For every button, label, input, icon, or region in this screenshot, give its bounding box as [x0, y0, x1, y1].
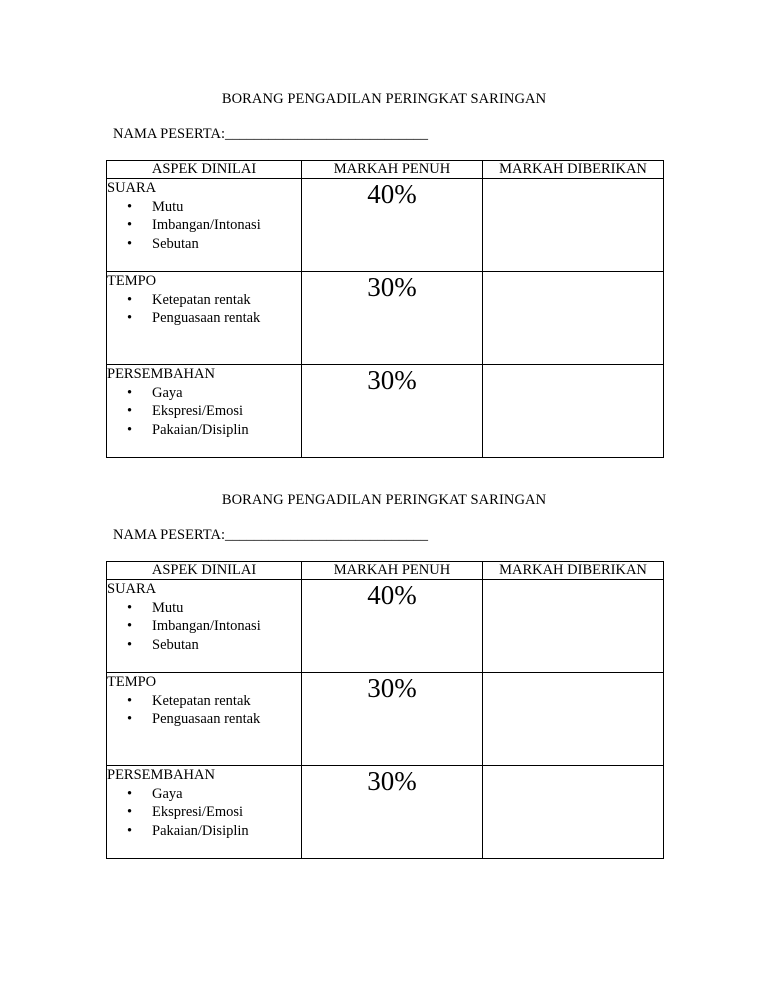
- given-mark-cell[interactable]: [483, 673, 664, 766]
- list-item: • Sebutan: [127, 235, 199, 252]
- list-item: • Gaya: [127, 384, 183, 401]
- bullet-icon: •: [127, 692, 133, 709]
- aspect-criteria-list: [107, 785, 301, 841]
- list-item: • Ekspresi/Emosi: [127, 804, 244, 820]
- bullet-icon: •: [127, 384, 133, 401]
- bullet-icon: •: [127, 310, 133, 326]
- header-aspect: ASPEK DINILAI: [107, 562, 302, 580]
- aspect-cell: [107, 766, 302, 859]
- full-mark-cell: [302, 673, 483, 766]
- list-item: • Ekspresi/Emosi: [127, 403, 244, 419]
- bullet-icon: •: [127, 235, 133, 252]
- full-mark-value: 40%: [367, 179, 417, 209]
- table-header-row: [107, 161, 664, 179]
- aspect-criteria-list: [107, 384, 301, 440]
- header-full-mark: MARKAH PENUH: [302, 161, 483, 179]
- bullet-icon: •: [127, 291, 133, 308]
- bullet-icon: •: [127, 217, 133, 233]
- aspect-name: PERSEMBAHAN: [107, 767, 215, 783]
- table-row: [107, 365, 664, 458]
- form-title: BORANG PENGADILAN PERINGKAT SARINGAN: [221, 91, 547, 107]
- list-item: • Ketepatan rentak: [127, 692, 251, 709]
- header-given-mark: MARKAH DIBERIKAN: [483, 562, 664, 580]
- header-given-mark: MARKAH DIBERIKAN: [483, 161, 664, 179]
- aspect-criteria-list: [107, 692, 301, 729]
- aspect-cell: [107, 272, 302, 365]
- bullet-icon: •: [127, 804, 133, 820]
- given-mark-cell[interactable]: [483, 272, 664, 365]
- full-mark-cell: [302, 365, 483, 458]
- list-item: • Imbangan/Intonasi: [127, 618, 261, 634]
- bullet-icon: •: [127, 599, 133, 616]
- aspect-cell: [107, 179, 302, 272]
- table-row: [107, 766, 664, 859]
- header-aspect: ASPEK DINILAI: [107, 161, 302, 179]
- given-mark-cell[interactable]: [483, 179, 664, 272]
- list-item: • Pakaian/Disiplin: [127, 421, 249, 438]
- form-title: BORANG PENGADILAN PERINGKAT SARINGAN: [221, 492, 547, 508]
- full-mark-value: 30%: [367, 766, 417, 796]
- given-mark-cell[interactable]: [483, 580, 664, 673]
- bullet-icon: •: [127, 403, 133, 419]
- score-table: [106, 561, 664, 859]
- list-item: • Ketepatan rentak: [127, 291, 251, 308]
- table-header-row: [107, 562, 664, 580]
- full-mark-cell: [302, 179, 483, 272]
- full-mark-cell: [302, 272, 483, 365]
- bullet-icon: •: [127, 421, 133, 438]
- aspect-cell: [107, 673, 302, 766]
- full-mark-value: 40%: [367, 580, 417, 610]
- aspect-cell: [107, 365, 302, 458]
- given-mark-cell[interactable]: [483, 365, 664, 458]
- full-mark-value: 30%: [367, 272, 417, 302]
- participant-name-field[interactable]: NAMA PESERTA:____________________________: [113, 527, 428, 543]
- list-item: • Penguasaan rentak: [127, 711, 261, 727]
- score-table: [106, 160, 664, 458]
- bullet-icon: •: [127, 822, 133, 839]
- list-item: • Gaya: [127, 785, 183, 802]
- bullet-icon: •: [127, 785, 133, 802]
- aspect-cell: [107, 580, 302, 673]
- full-mark-value: 30%: [367, 365, 417, 395]
- full-mark-cell: [302, 766, 483, 859]
- list-item: • Pakaian/Disiplin: [127, 822, 249, 839]
- aspect-criteria-list: [107, 198, 301, 254]
- full-mark-value: 30%: [367, 673, 417, 703]
- aspect-criteria-list: [107, 291, 301, 328]
- aspect-name: TEMPO: [107, 674, 157, 690]
- list-item: • Mutu: [127, 198, 184, 215]
- table-row: [107, 673, 664, 766]
- bullet-icon: •: [127, 618, 133, 634]
- given-mark-cell[interactable]: [483, 766, 664, 859]
- list-item: • Mutu: [127, 599, 184, 616]
- list-item: • Sebutan: [127, 636, 199, 653]
- bullet-icon: •: [127, 636, 133, 653]
- aspect-name: PERSEMBAHAN: [107, 366, 215, 382]
- aspect-name: TEMPO: [107, 273, 157, 289]
- aspect-name: SUARA: [107, 581, 157, 597]
- table-row: [107, 272, 664, 365]
- participant-name-field[interactable]: NAMA PESERTA:____________________________: [113, 126, 428, 142]
- full-mark-cell: [302, 580, 483, 673]
- list-item: • Penguasaan rentak: [127, 310, 261, 326]
- table-row: [107, 580, 664, 673]
- aspect-name: SUARA: [107, 180, 157, 196]
- bullet-icon: •: [127, 711, 133, 727]
- bullet-icon: •: [127, 198, 133, 215]
- header-full-mark: MARKAH PENUH: [302, 562, 483, 580]
- list-item: • Imbangan/Intonasi: [127, 217, 261, 233]
- table-row: [107, 179, 664, 272]
- aspect-criteria-list: [107, 599, 301, 655]
